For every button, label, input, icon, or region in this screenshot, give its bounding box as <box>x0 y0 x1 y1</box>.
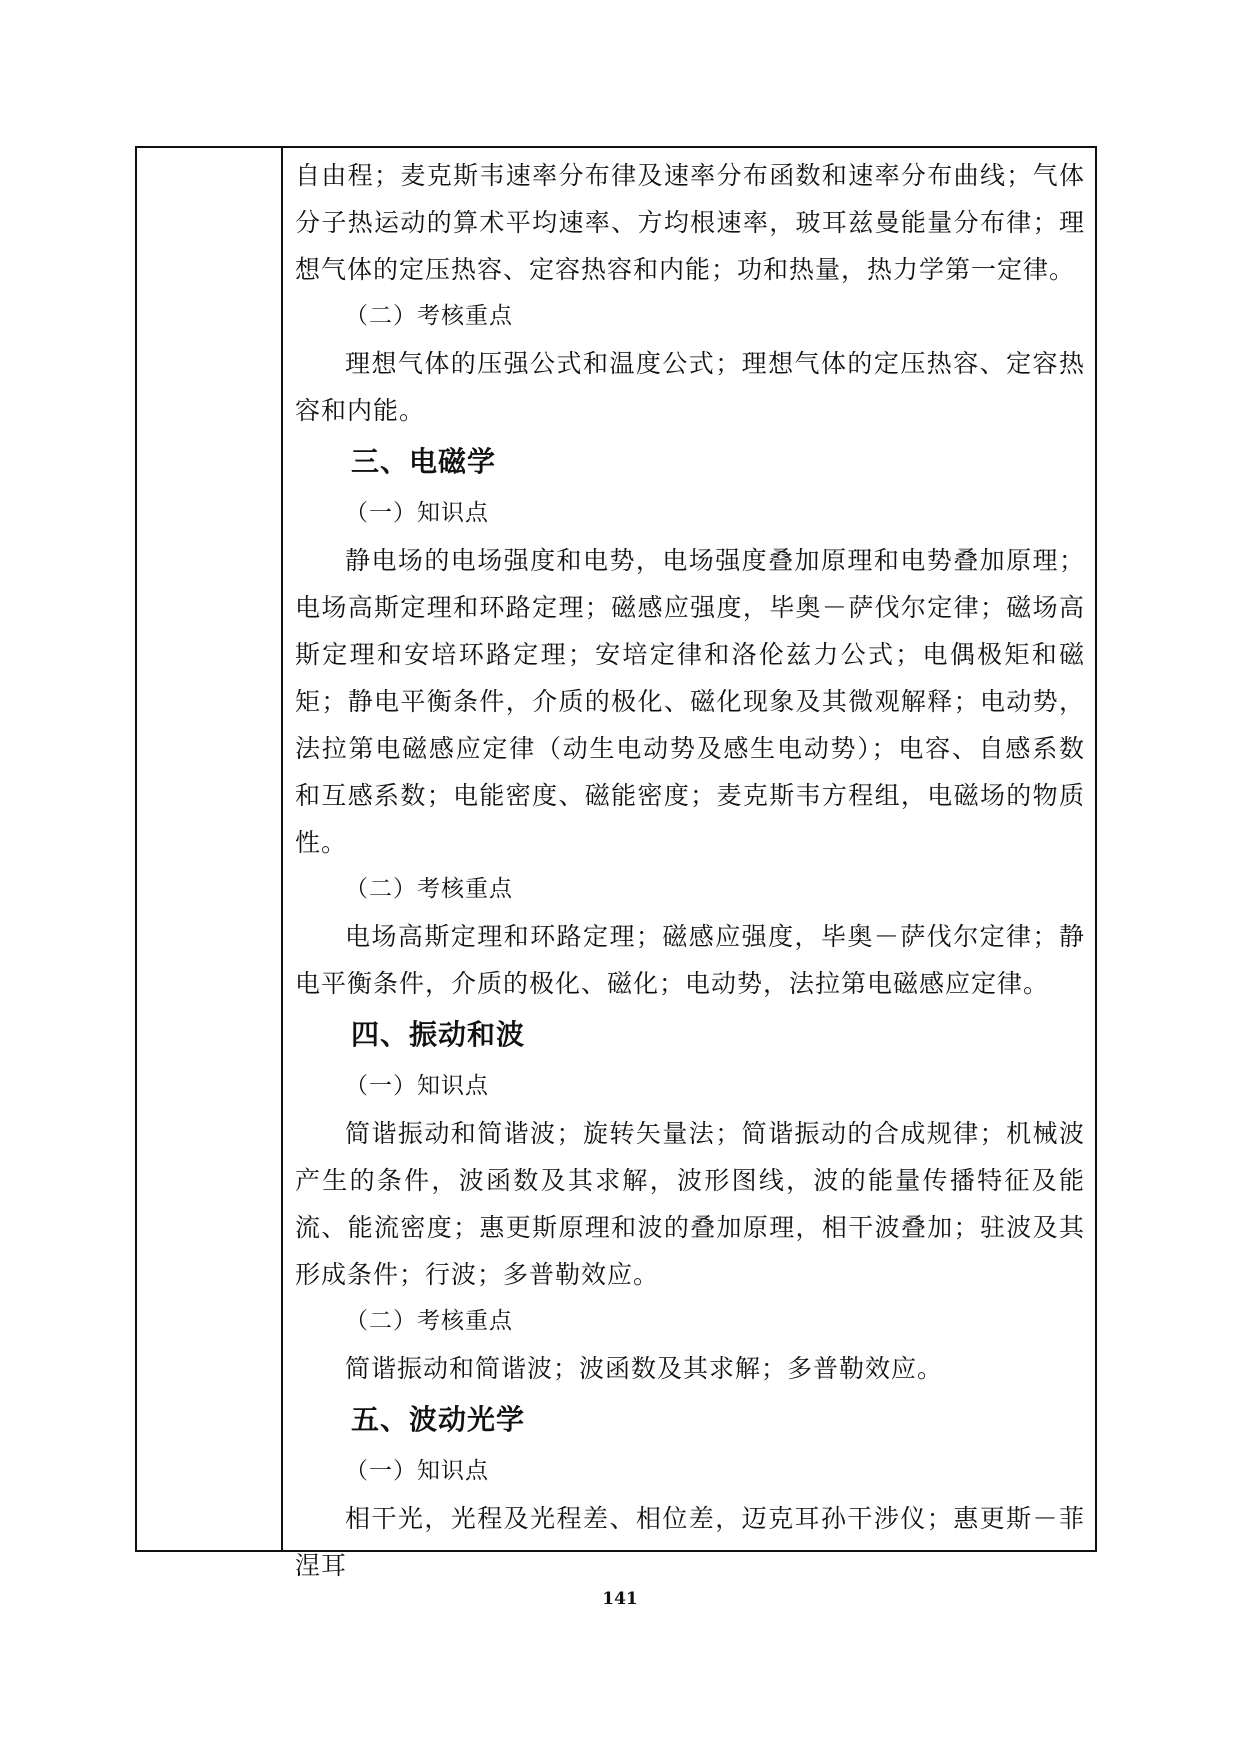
paragraph-optics-knowledge: 相干光，光程及光程差、相位差，迈克耳孙干涉仪；惠更斯－菲涅耳 <box>295 1504 1085 1580</box>
table-right-cell <box>283 148 1095 1580</box>
paragraph-waves-knowledge: 简谐振动和简谐波；旋转矢量法；简谐振动的合成规律；机械波产生的条件，波函数及其求解，波形图线，波的能量传播特征及能流、能流密度；惠更斯原理和波的叠加原理，相干波叠加；驻波及其形成条件；行波；多普勒效应。 <box>295 1119 1085 1289</box>
subheading-knowledge-points: （一）知识点 <box>345 500 489 526</box>
subheading-knowledge-points: （一）知识点 <box>345 1458 489 1484</box>
subheading-key-points: （二）考核重点 <box>345 876 513 902</box>
section-heading-vibration-waves: 四、振动和波 <box>351 1018 526 1051</box>
section-heading-wave-optics: 五、波动光学 <box>351 1403 526 1436</box>
content-table <box>135 146 1097 1580</box>
paragraph-electromagnetism-knowledge: 静电场的电场强度和电势，电场强度叠加原理和电势叠加原理；电场高斯定理和环路定理；磁感应强度，毕奥－萨伐尔定律；磁场高斯定理和安培环路定理；安培定律和洛伦兹力公式；电偶极矩和磁矩；静电平衡条件，介质的极化、磁化现象及其微观解释；电动势，法拉第电磁感应定律（动生电动势及感生电动势）；电容、自感系数和互感系数；电能密度、磁能密度；麦克斯韦方程组，电磁场的物质性。 <box>295 546 1085 857</box>
paragraph-electromagnetism-key-points: 电场高斯定理和环路定理；磁感应强度，毕奥－萨伐尔定律；静电平衡条件，介质的极化、磁化；电动势，法拉第电磁感应定律。 <box>295 922 1085 998</box>
section-heading-electromagnetism: 三、电磁学 <box>351 445 497 478</box>
page-number: 141 <box>602 1589 638 1609</box>
paragraph-gas-kinetics: 自由程；麦克斯韦速率分布律及速率分布函数和速率分布曲线；气体分子热运动的算术平均速率、方均根速率，玻耳兹曼能量分布律；理想气体的定压热容、定容热容和内能；功和热量，热力学第一定律。 <box>295 161 1085 284</box>
table-left-cell <box>137 148 283 1550</box>
paragraph-waves-key-points: 简谐振动和简谐波；波函数及其求解；多普勒效应。 <box>345 1354 944 1383</box>
subheading-key-points: （二）考核重点 <box>345 1308 513 1334</box>
subheading-knowledge-points: （一）知识点 <box>345 1073 489 1099</box>
paragraph-gas-key-points: 理想气体的压强公式和温度公式；理想气体的定压热容、定容热容和内能。 <box>295 349 1085 425</box>
subheading-key-points: （二）考核重点 <box>345 303 513 329</box>
